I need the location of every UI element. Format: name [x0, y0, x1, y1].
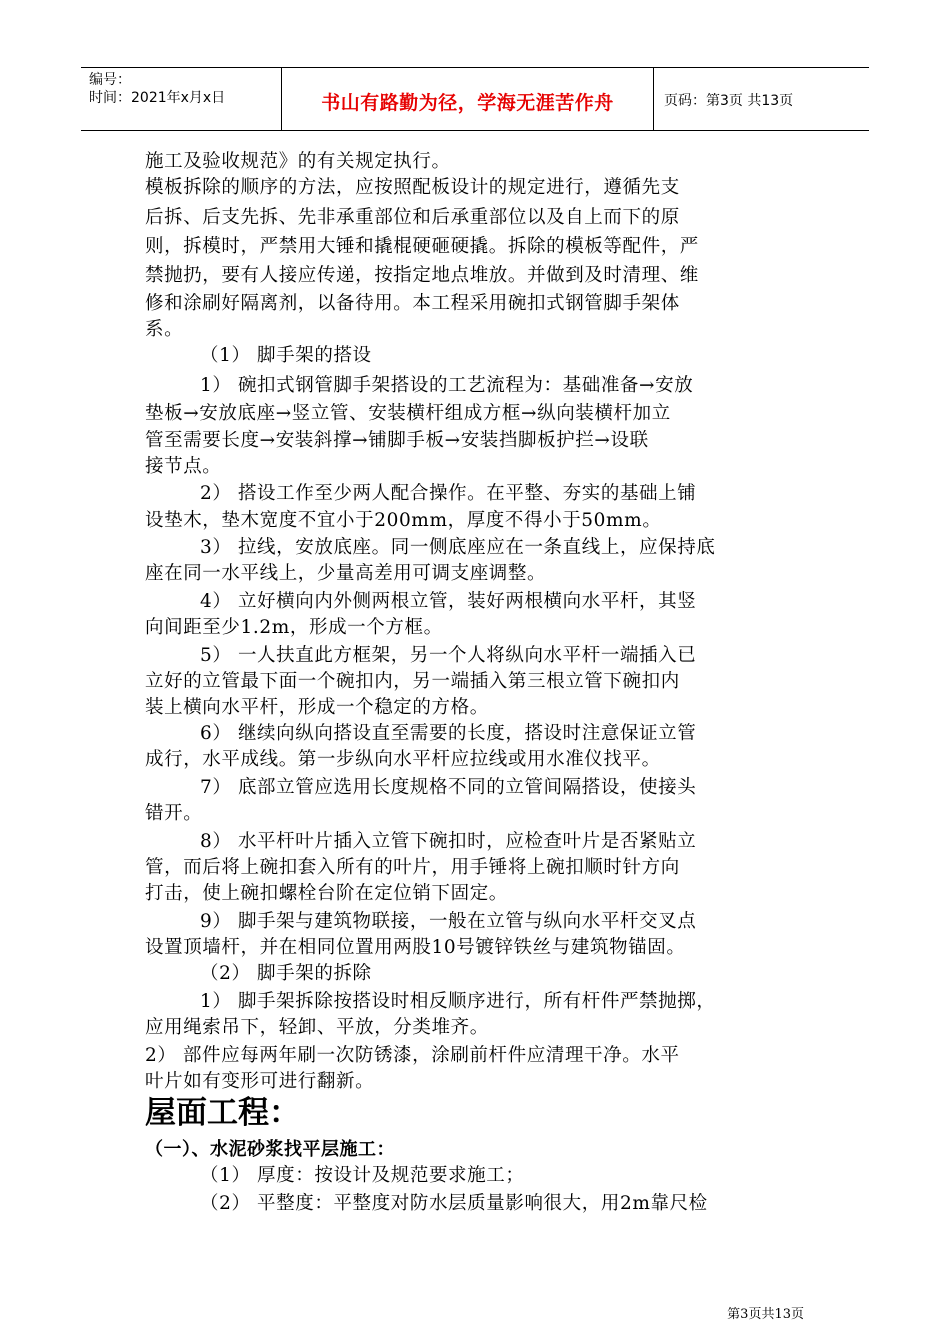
text-line: 禁抛扔，要有人接应传递，按指定地点堆放。并做到及时清理、维 [145, 265, 699, 286]
text-line: 管，而后将上碗扣套入所有的叶片，用手锤将上碗扣顺时针方向 [145, 857, 680, 878]
text-line: 打击，使上碗扣螺栓台阶在定位销下固定。 [145, 883, 508, 904]
header-motto-cell [282, 68, 654, 130]
text-line: 8） 水平杆叶片插入立管下碗扣时，应检查叶片是否紧贴立 [200, 831, 697, 852]
text-line: （2） 平整度：平整度对防水层质量影响很大，用2m靠尺检 [200, 1193, 708, 1214]
text-line: 1） 碗扣式钢管脚手架搭设的工艺流程为：基础准备→安放 [200, 375, 694, 396]
section-title: 屋面工程： [145, 1095, 300, 1131]
number-label: 编号： [89, 72, 131, 88]
subsection-title: （一）、水泥砂浆找平层施工： [145, 1139, 395, 1160]
header-page-cell [654, 68, 869, 130]
text-line: （1） 厚度：按设计及规范要求施工； [200, 1165, 525, 1186]
text-line: （2） 脚手架的拆除 [200, 963, 372, 984]
text-line: 修和涂刷好隔离剂，以备待用。本工程采用碗扣式钢管脚手架体 [145, 293, 680, 314]
text-line: 设置顶墙杆，并在相同位置用两股10号镀锌铁丝与建筑物锚固。 [145, 937, 686, 958]
text-line: 3） 拉线，安放底座。同一侧底座应在一条直线上，应保持底 [200, 537, 716, 558]
motto: 书山有路勤为径，学海无涯苦作舟 [321, 92, 614, 114]
text-line: 模板拆除的顺序的方法，应按照配板设计的规定进行，遵循先支 [145, 177, 680, 198]
text-line: 成行，水平成线。第一步纵向水平杆应拉线或用水准仪找平。 [145, 749, 661, 770]
text-line: 施工及验收规范》的有关规定执行。 [145, 151, 451, 172]
text-line: 4） 立好横向内外侧两根立管，装好两根横向水平杆，其竖 [200, 591, 697, 612]
page-header [81, 67, 869, 131]
text-line: 则，拆模时，严禁用大锤和撬棍硬砸硬撬。拆除的模板等配件，严 [145, 236, 699, 257]
text-line: 设垫木，垫木宽度不宜小于200mm，厚度不得小于50mm。 [145, 510, 662, 531]
text-line: 9） 脚手架与建筑物联接，一般在立管与纵向水平杆交叉点 [200, 911, 697, 932]
text-line: 接节点。 [145, 456, 222, 477]
text-line: 垫板→安放底座→竖立管、安装横杆组成方框→纵向装横杆加立 [145, 403, 671, 424]
text-line: （1） 脚手架的搭设 [200, 345, 372, 366]
text-line: 6） 继续向纵向搭设直至需要的长度，搭设时注意保证立管 [200, 723, 697, 744]
text-line: 装上横向水平杆，形成一个稳定的方格。 [145, 697, 489, 718]
header-meta-cell [81, 68, 282, 130]
text-line: 2） 部件应每两年刷一次防锈漆，涂刷前杆件应清理干净。水平 [145, 1045, 680, 1066]
text-line: 5） 一人扶直此方框架，另一个人将纵向水平杆一端插入已 [200, 645, 697, 666]
text-line: 后拆、后支先拆、先非承重部位和后承重部位以及自上而下的原 [145, 207, 680, 228]
text-line: 错开。 [145, 803, 203, 824]
text-line: 座在同一水平线上，少量高差用可调支座调整。 [145, 563, 547, 584]
text-line: 7） 底部立管应选用长度规格不同的立管间隔搭设，使接头 [200, 777, 697, 798]
page-footer: 第3页共13页 [727, 1307, 804, 1322]
text-line: 系。 [145, 319, 184, 340]
text-line: 1） 脚手架拆除按搭设时相反顺序进行，所有杆件严禁抛掷， [200, 991, 716, 1012]
text-line: 应用绳索吊下，轻卸、平放，分类堆齐。 [145, 1017, 489, 1038]
text-line: 立好的立管最下面一个碗扣内，另一端插入第三根立管下碗扣内 [145, 671, 680, 692]
page-info: 页码：第3页 共13页 [664, 93, 794, 109]
text-line: 向间距至少1.2m，形成一个方框。 [145, 617, 443, 638]
text-line: 管至需要长度→安装斜撑→铺脚手板→安装挡脚板护拦→设联 [145, 430, 649, 451]
time-label: 时间：2021年x月x日 [89, 90, 226, 106]
text-line: 叶片如有变形可进行翻新。 [145, 1071, 375, 1092]
text-line: 2） 搭设工作至少两人配合操作。在平整、夯实的基础上铺 [200, 483, 697, 504]
